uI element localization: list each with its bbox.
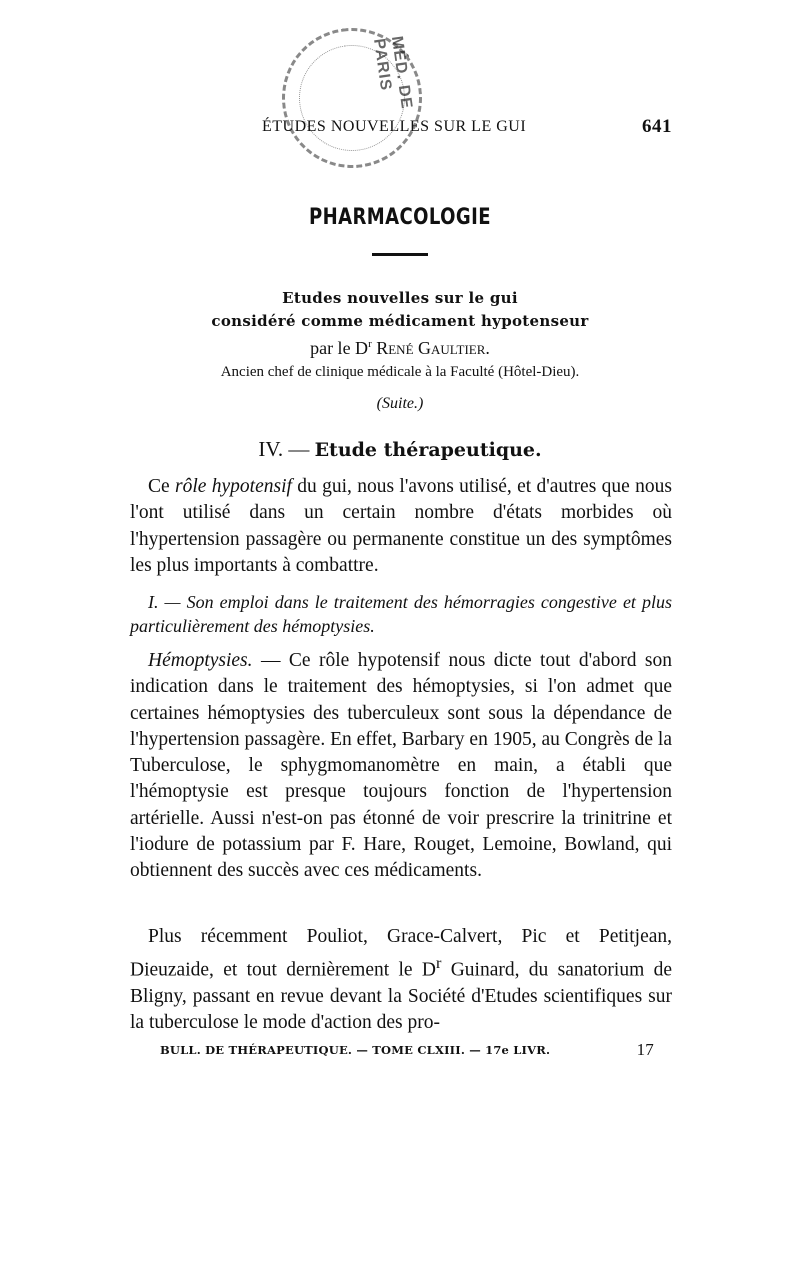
article-title-line1: Etudes nouvelles sur le gui xyxy=(282,289,518,307)
p1-italic: rôle hypotensif xyxy=(175,476,292,497)
paragraph-1 xyxy=(130,474,672,579)
paragraph-3 xyxy=(130,648,672,885)
article-title-line2: considéré comme médicament hypotenseur xyxy=(211,312,589,330)
p3-italic: Hémoptysies. xyxy=(148,650,253,671)
running-title: ÉTUDES NOUVELLES SUR LE GUI xyxy=(262,118,527,135)
page-number: 641 xyxy=(642,116,672,137)
p4-b: Guinard, du sanatorium de Bligny, passant en revue devant la Société d'Etudes scientifiques sur la tuberculose le mode d'action des pro- xyxy=(130,959,672,1034)
p2-text: I. — Son emploi dans le traitement des hémorragies congestive et plus particulièrement des hémoptysies. xyxy=(130,592,672,636)
p3-rest: — Ce rôle hypotensif nous dicte tout d'abord son indication dans le traitement des hémoptysies, si l'on admet que certaines hémoptysies des tuberculeux sont sous la dépendance de l'hypertension passagère. En effet, Barbary en 1905, au Congrès de la Tuberculose, le sphygmomanomètre en main, a établi que l'hémoptysie est presque toujours fonction de l'hypertension artérielle. Aussi n'est-on pas étonné de voir prescrire la trinitrine et l'iodure de potassium par F. Hare, Rouget, Lemoine, Bowland, qui obtiennent des succès avec ces médicaments. xyxy=(130,650,672,882)
paragraph-4 xyxy=(130,924,672,1037)
byline-prefix: par le D xyxy=(310,338,369,358)
continuation-note: (Suite.) xyxy=(376,395,424,412)
library-stamp-icon xyxy=(273,19,431,177)
footer-left: BULL. DE THÉRAPEUTIQUE. — TOME CLXIII. — 17e LIVR. xyxy=(160,1043,551,1057)
p1-rest: du gui, nous l'avons utilisé, et d'autres que nous l'ont utilisé dans un certain nombre d'états morbides où l'hypertension passagère ou permanente constitue un des symptômes les plus importants à combattre. xyxy=(130,476,672,576)
footer-signature: 17 xyxy=(636,1040,654,1059)
section-title: PHARMACOLOGIE xyxy=(308,205,492,230)
title-rule xyxy=(372,253,428,256)
subsection-title: Etude thérapeutique. xyxy=(314,439,542,461)
byline xyxy=(0,338,800,359)
paragraph-2 xyxy=(130,590,672,638)
subsection-heading xyxy=(0,437,800,462)
p1-start: Ce xyxy=(148,476,176,497)
author-name: René Gaultier. xyxy=(371,338,490,358)
byline-sup: r xyxy=(368,338,372,350)
p4-sup: r xyxy=(435,954,442,973)
p4-a: Plus récemment Pouliot, Grace-Calvert, Pic et Petitjean, Dieuzaide, et tout dernièrement le D xyxy=(130,926,672,981)
stamp-text: MÉD. DE PARIS xyxy=(370,35,416,111)
affiliation: Ancien chef de clinique médicale à la Faculté (Hôtel-Dieu). xyxy=(220,364,580,380)
subsection-numeral: IV. — xyxy=(258,437,315,461)
